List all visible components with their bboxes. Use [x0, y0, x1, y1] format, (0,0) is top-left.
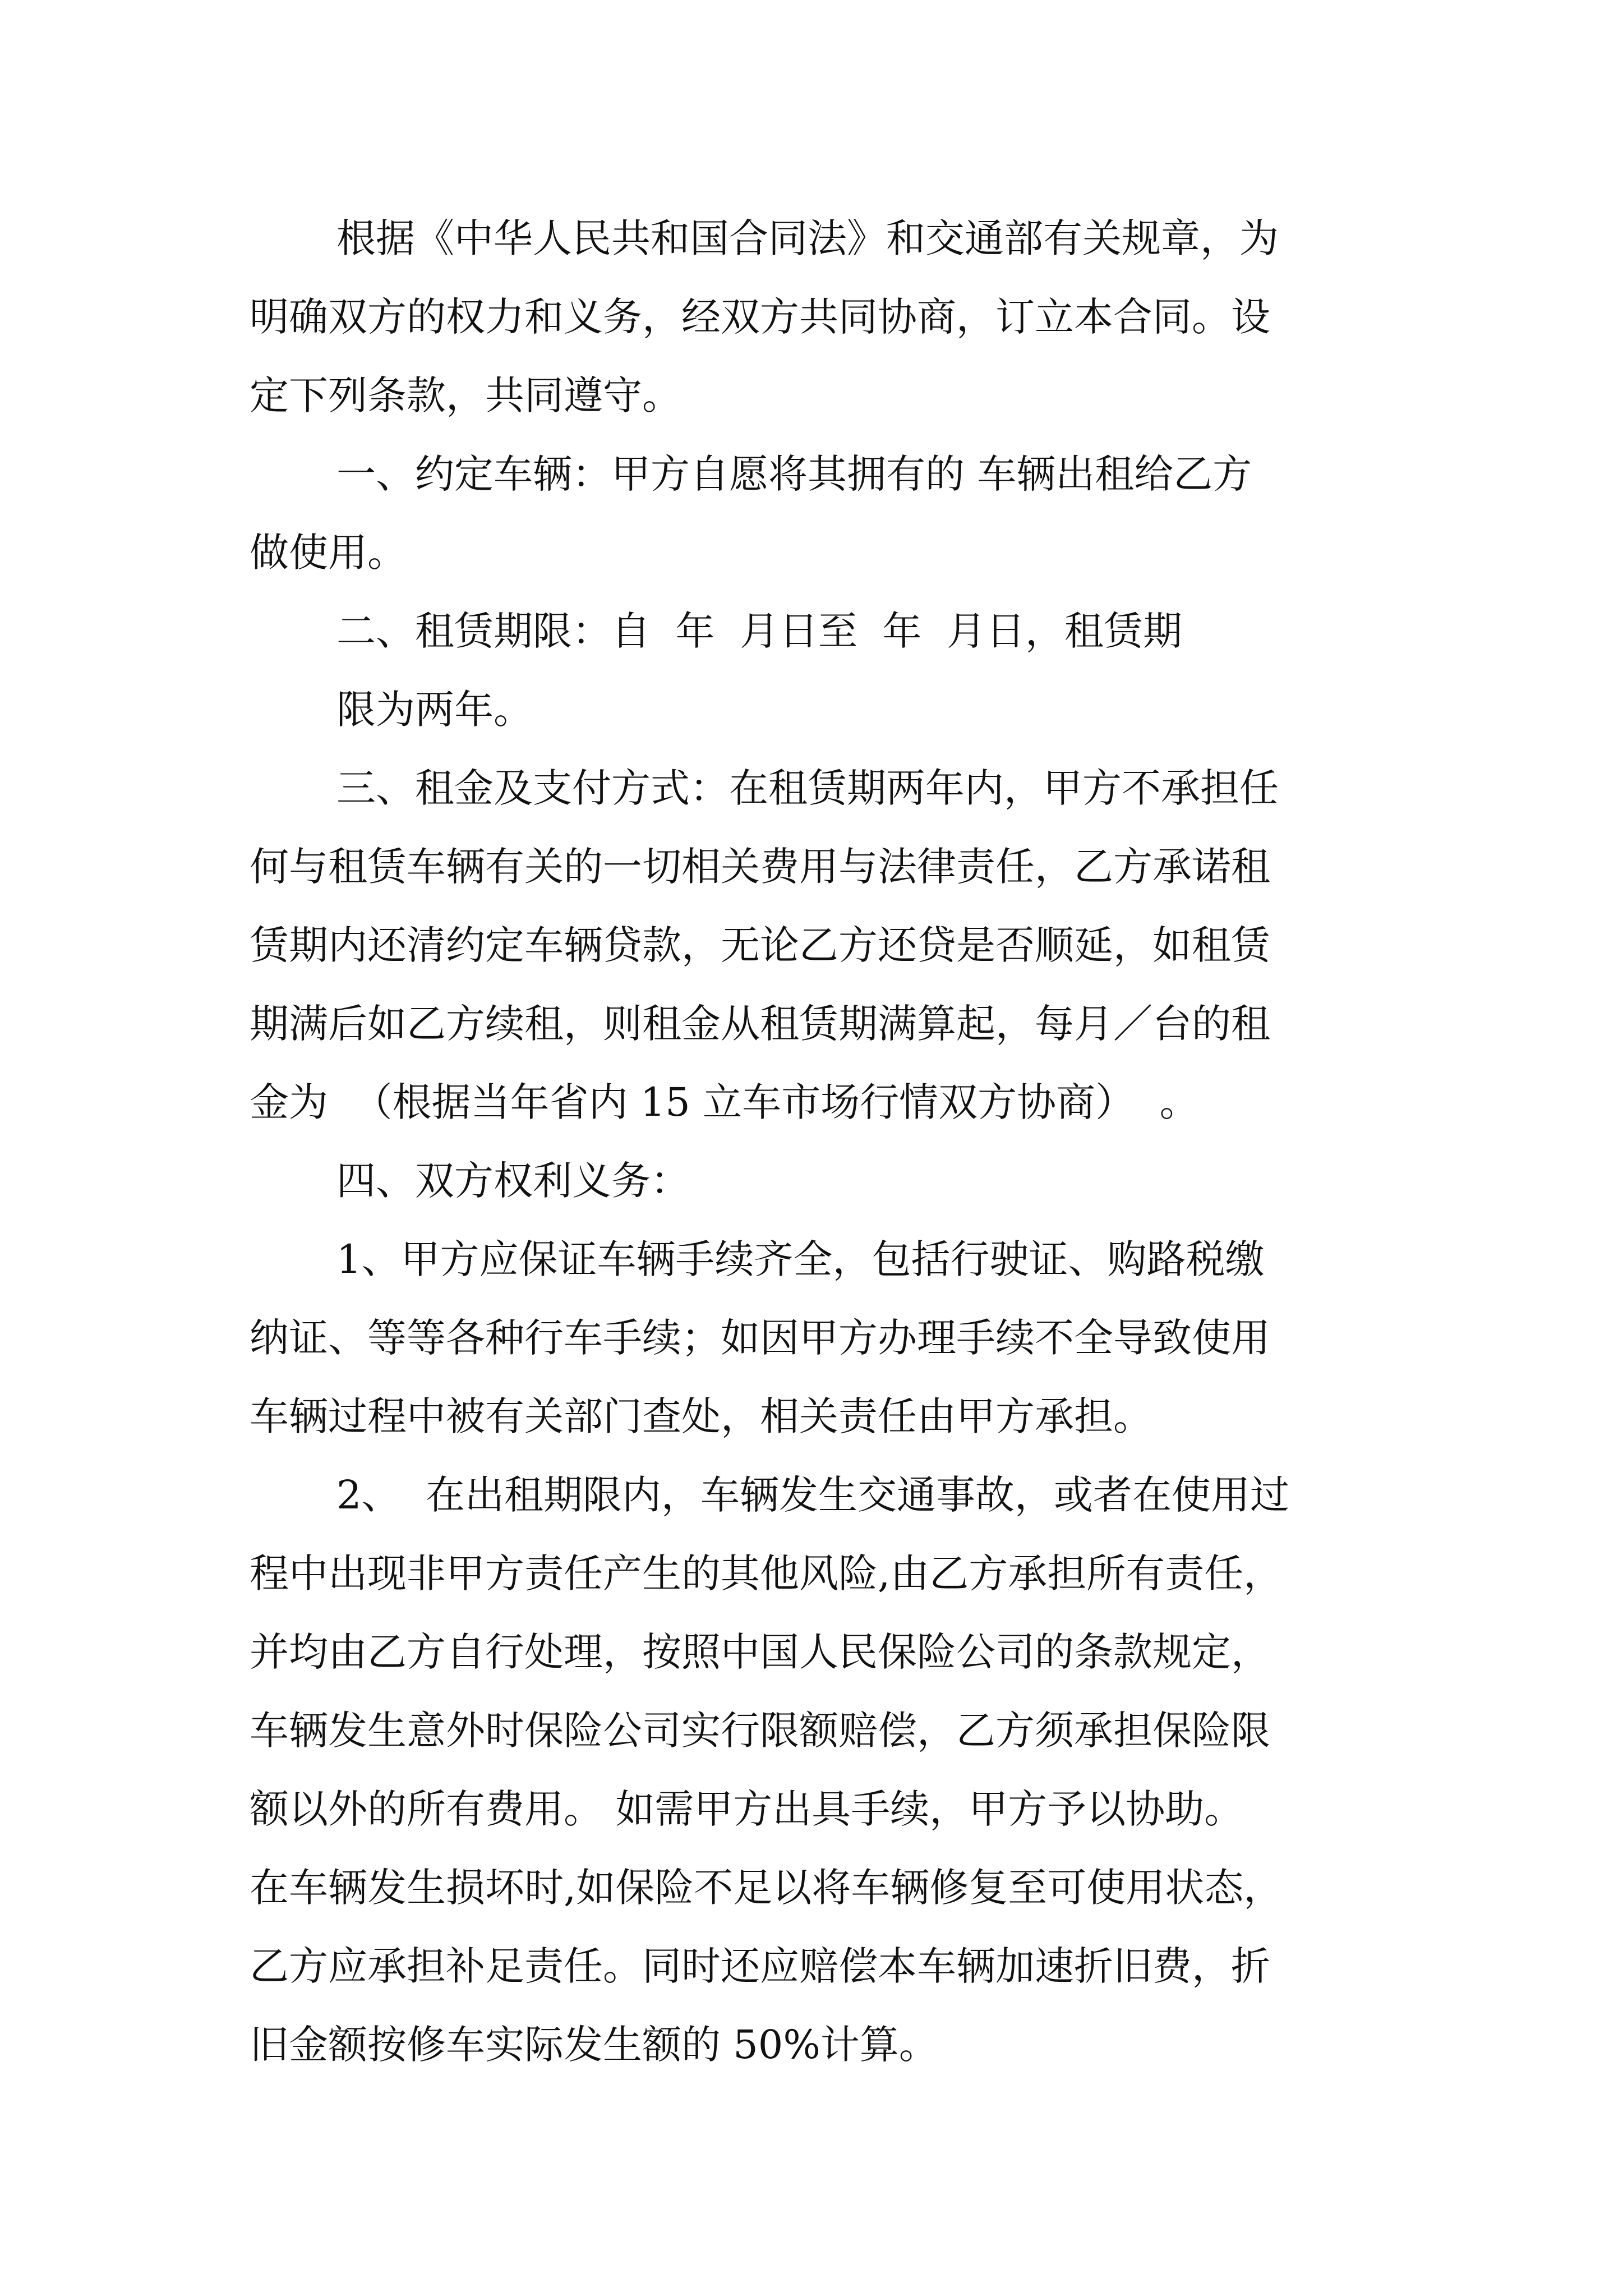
paragraph-line: 额以外的所有费用。 如需甲方出具手续，甲方予以协助。	[250, 1786, 1244, 1832]
paragraph-line: 乙方应承担补足责任。同时还应赔偿本车辆加速折旧费，折	[250, 1943, 1270, 1989]
paragraph-line: 根据《中华人民共和国合同法》和交通部有关规章，为	[336, 215, 1279, 261]
paragraph-line: 旧金额按修车实际发生额的 50%计算。	[250, 2022, 938, 2068]
paragraph-line: 程中出现非甲方责任产生的其他风险,由乙方承担所有责任，	[250, 1550, 1283, 1596]
clause-4-heading: 四、双方权利义务：	[336, 1158, 690, 1204]
clause-1-heading: 一、约定车辆：甲方自愿将其拥有的 车辆出租给乙方	[336, 451, 1252, 497]
paragraph-line: 并均由乙方自行处理，按照中国人民保险公司的条款规定，	[250, 1629, 1270, 1675]
clause-3-heading: 三、租金及支付方式：在租赁期两年内，甲方不承担任	[336, 765, 1279, 811]
paragraph-line: 何与租赁车辆有关的一切相关费用与法律责任，乙方承诺租	[250, 844, 1270, 890]
paragraph-line: 在车辆发生损坏时,如保险不足以将车辆修复至可使用状态，	[250, 1865, 1283, 1911]
paragraph-line: 期满后如乙方续租，则租金从租赁期满算起，每月／台的租	[250, 1001, 1270, 1047]
paragraph-line: 限为两年。	[336, 687, 533, 733]
paragraph-line: 定下列条款，共同遵守。	[250, 372, 681, 418]
paragraph-line: 车辆发生意外时保险公司实行限额赔偿，乙方须承担保险限	[250, 1708, 1270, 1754]
sub-clause-1: 1、甲方应保证车辆手续齐全，包括行驶证、购路税缴	[336, 1236, 1265, 1282]
paragraph-line: 明确双方的权力和义务，经双方共同协商，订立本合同。设	[250, 294, 1270, 340]
paragraph-line: 纳证、等等各种行车手续；如因甲方办理手续不全导致使用	[250, 1315, 1270, 1361]
clause-2-heading: 二、租赁期限：自 年 月日至 年 月日，租赁期	[336, 608, 1183, 654]
paragraph-line: 做使用。	[250, 530, 407, 576]
paragraph-line: 金为 （根据当年省内 15 立车市场行情双方协商） 。	[250, 1079, 1199, 1125]
sub-clause-2: 2、 在出租期限内，车辆发生交通事故，或者在使用过	[336, 1472, 1290, 1518]
paragraph-line: 赁期内还清约定车辆贷款，无论乙方还贷是否顺延，如租赁	[250, 922, 1270, 968]
paragraph-line: 车辆过程中被有关部门查处，相关责任由甲方承担。	[250, 1393, 1152, 1439]
